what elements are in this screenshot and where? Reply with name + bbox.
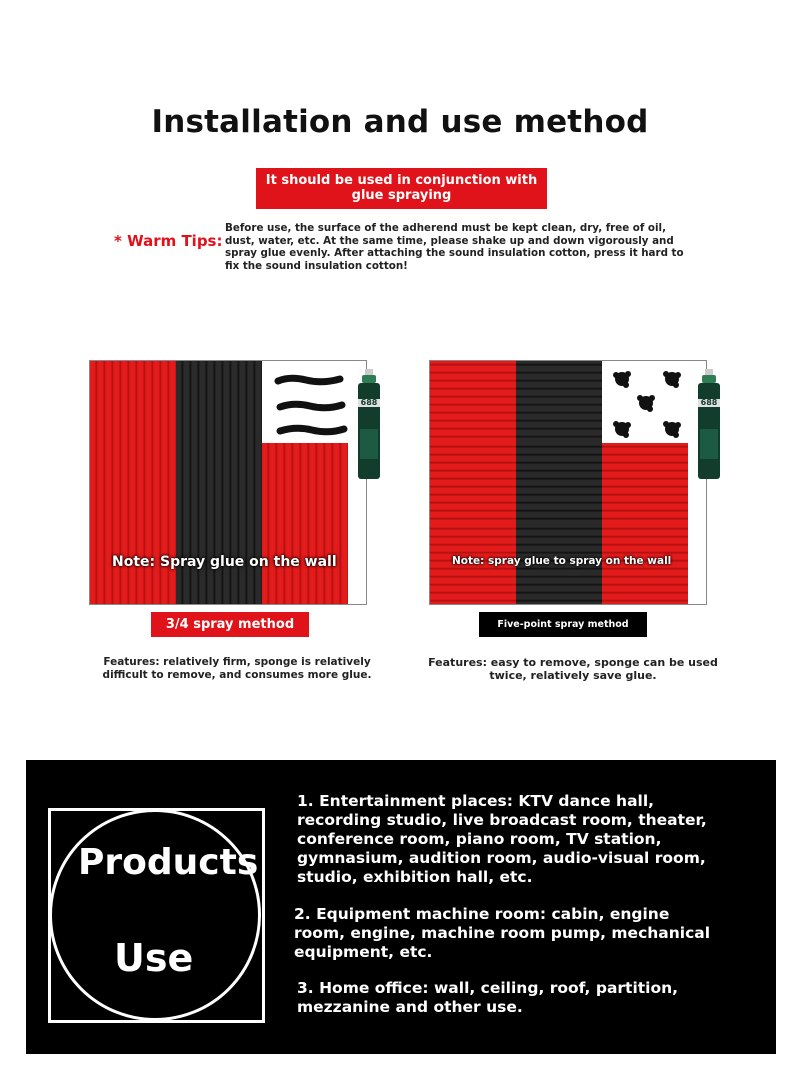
frame-circle	[49, 809, 261, 1021]
five-point-spray-illustration	[429, 360, 707, 605]
use-item: 1. Entertainment places: KTV dance hall, recording studio, live broadcast room, theater, conference room, piano room, TV station, gymnasium, audition room, audio-visual room, studio, exhibition hall, etc.	[297, 792, 707, 886]
feature-text-five-point: Features: easy to remove, sponge can be used twice, relatively save glue.	[428, 656, 718, 682]
method-label-five-point: Five-point spray method	[479, 612, 647, 637]
svg-text:688: 688	[700, 398, 718, 407]
products-use-heading: Use	[114, 936, 194, 980]
use-item: 3. Home office: wall, ceiling, roof, partition, mezzanine and other use.	[297, 979, 679, 1016]
warm-tips-label: * Warm Tips:	[114, 232, 223, 250]
page-title: Installation and use method	[151, 104, 649, 140]
feature-text-34-spray: Features: relatively firm, sponge is relatively difficult to remove, and consumes more glue.	[102, 656, 372, 681]
glue-splat-icon	[606, 365, 690, 445]
method-label-34-spray: 3/4 spray method	[151, 612, 309, 637]
use-item: 2. Equipment machine room: cabin, engine room, engine, machine room pump, mechanical equipment, etc.	[294, 905, 711, 961]
products-use-heading: Products	[78, 842, 259, 883]
foam-tile-black	[176, 361, 262, 443]
products-use-section	[26, 760, 776, 1054]
spray-can-icon	[357, 369, 381, 481]
spray-can-icon	[697, 369, 721, 481]
foam-tile-red	[430, 443, 516, 525]
warm-tips-text: Before use, the surface of the adherend must be kept clean, dry, free of oil, dust, water, etc. At the same time, please shake up and down vigorously and spray glue evenly. After attaching the sound insulation cotton, press it hard to fix the sound insulation cotton!	[225, 222, 684, 272]
foam-tile-red	[90, 443, 176, 525]
foam-tile-black	[176, 443, 262, 525]
glue-banner: It should be used in conjunction with glue spraying	[256, 168, 547, 209]
spray-method-34-illustration	[89, 360, 367, 605]
svg-text:688: 688	[360, 398, 378, 407]
foam-tile-black	[516, 361, 602, 443]
foam-tile-red	[602, 443, 688, 525]
foam-tile-red	[430, 361, 516, 443]
foam-tile-red	[262, 443, 348, 525]
panel-note: Note: spray glue to spray on the wall	[452, 555, 672, 567]
glue-stroke-icon	[270, 367, 350, 442]
foam-tile-black	[516, 443, 602, 525]
panel-note: Note: Spray glue on the wall	[112, 554, 337, 570]
foam-tile-red	[90, 361, 176, 443]
